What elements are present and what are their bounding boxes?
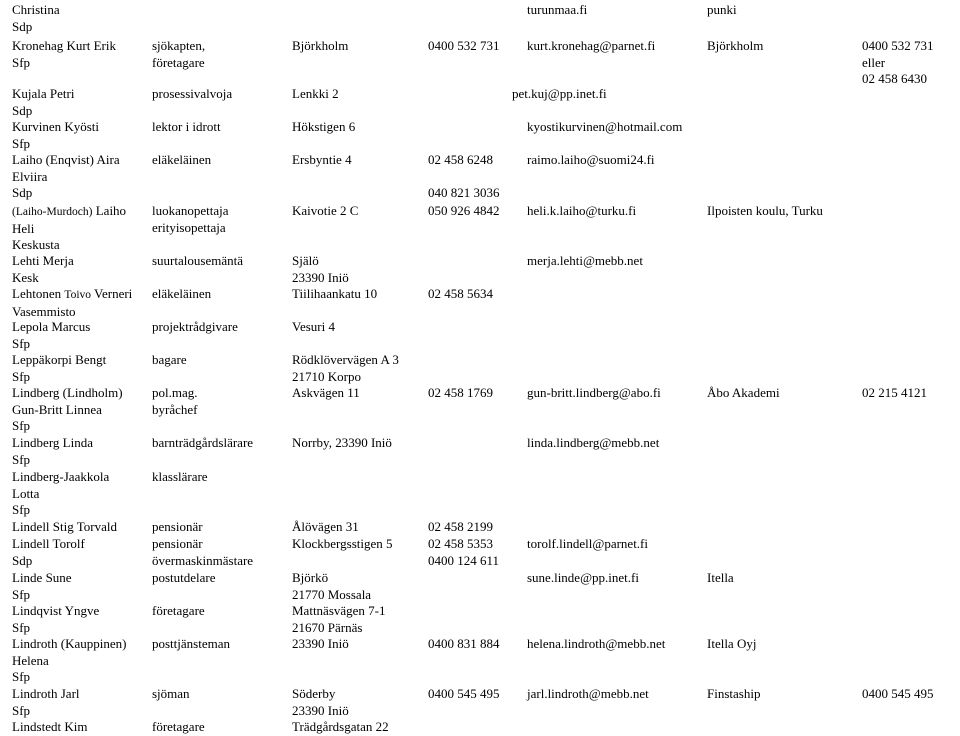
party-label: Sfp: [12, 669, 31, 684]
email-cell: heli.k.laiho@turku.fi: [527, 203, 637, 218]
address-cell: Lenkki 2: [292, 86, 339, 101]
name-rest: Laiho: [95, 203, 127, 218]
email-cell: torolf.lindell@parnet.fi: [527, 536, 648, 551]
name-prefix: (Laiho-Murdoch): [12, 206, 93, 218]
name-line: Heli: [12, 220, 35, 236]
party-label: Sfp: [12, 702, 31, 718]
occupation-cell: [152, 203, 229, 236]
occupation-line: byråchef: [152, 401, 198, 417]
address-cell: [292, 570, 371, 603]
phone-cell: 0400 831 884: [428, 636, 500, 651]
address-cell: 23390 Iniö: [292, 636, 349, 651]
name-cell: [12, 152, 120, 202]
name-cell: [12, 636, 126, 686]
name-line: Lindroth (Kauppinen): [12, 636, 127, 651]
party-label: Sfp: [12, 368, 31, 384]
email-cell: jarl.lindroth@mebb.net: [527, 686, 649, 701]
phone-line: [428, 169, 500, 186]
name-line: Kujala Petri: [12, 86, 75, 101]
name-cell: [12, 570, 72, 603]
occupation-cell: barnträdgårdslärare: [152, 435, 254, 450]
email-cell: pet.kuj@pp.inet.fi: [512, 86, 607, 101]
name-line: Lehti Merja: [12, 253, 74, 268]
name-cell: [12, 536, 85, 569]
phone-cell: 0400 545 495: [428, 686, 500, 701]
name-line: Leppäkorpi Bengt: [12, 352, 107, 367]
occupation-cell: eläkeläinen: [152, 286, 212, 301]
name-cell: [12, 86, 74, 119]
party-label: Sfp: [12, 135, 31, 151]
workphone-cell: [862, 38, 934, 88]
name-line: Lindqvist Yngve: [12, 603, 100, 618]
name-cell: [12, 435, 93, 468]
name-line: Helena: [12, 652, 49, 668]
email-cell: sune.linde@pp.inet.fi: [527, 570, 639, 585]
workphone-line: 02 458 6430: [862, 71, 927, 86]
address-cell: Björkholm: [292, 38, 349, 53]
phone-line: 02 458 6248: [428, 152, 493, 167]
occupation-cell: [152, 38, 205, 71]
name-line: Lindell Torolf: [12, 536, 85, 551]
phone-cell: 02 458 5634: [428, 286, 493, 301]
email-cell: kyostikurvinen@hotmail.com: [527, 119, 683, 134]
occupation-cell: [152, 385, 198, 418]
email-cell: raimo.laiho@suomi24.fi: [527, 152, 655, 167]
name-cell: [12, 253, 74, 286]
workplace-cell: Björkholm: [707, 38, 764, 53]
party-label: Sfp: [12, 451, 31, 467]
name-cell: [12, 686, 80, 719]
name-line: Lindell Stig Torvald: [12, 519, 118, 534]
party-label: Sfp: [12, 619, 31, 635]
email-cell: merja.lehti@mebb.net: [527, 253, 643, 268]
occupation-cell: eläkeläinen: [152, 152, 212, 167]
address-cell: [292, 352, 399, 385]
name-line: Lepola Marcus: [12, 319, 91, 334]
name-line: Lindberg Linda: [12, 435, 93, 450]
name-rest: Verneri: [94, 286, 133, 301]
name-cell: [12, 286, 132, 320]
address-cell: [292, 253, 349, 286]
phone-cell: 02 458 1769: [428, 385, 493, 400]
name-line: Lindberg-Jaakkola: [12, 469, 110, 484]
occupation-cell: postutdelare: [152, 570, 216, 585]
name-cell: [12, 38, 116, 71]
address-line: 21670 Pärnäs: [292, 619, 363, 635]
address-line: 21770 Mossala: [292, 586, 372, 602]
phone-line: 02 458 5353: [428, 536, 493, 551]
party-label: Sfp: [12, 335, 31, 351]
address-cell: Kaivotie 2 C: [292, 203, 359, 218]
email-cell: helena.lindroth@mebb.net: [527, 636, 666, 651]
occupation-line: luokanopettaja: [152, 203, 229, 218]
address-line: 23390 Iniö: [292, 702, 349, 718]
occupation-cell: prosessivalvoja: [152, 86, 233, 101]
workplace-cell: Finstaship: [707, 686, 761, 701]
party-label: Sdp: [12, 552, 33, 568]
name-cell: [12, 319, 90, 352]
name-line: [12, 286, 132, 304]
name-cell: [12, 352, 106, 385]
party-label: Keskusta: [12, 237, 60, 252]
occupation-line: företagare: [152, 54, 205, 70]
name-line: Lindberg (Lindholm): [12, 385, 123, 400]
address-cell: Norrby, 23390 Iniö: [292, 435, 392, 450]
address-cell: Askvägen 11: [292, 385, 360, 400]
occupation-cell: projektrådgivare: [152, 319, 238, 334]
address-line: 23390 Iniö: [292, 269, 349, 285]
occupation-cell: pensionär: [152, 519, 203, 534]
workphone-line: eller: [862, 54, 886, 70]
address-cell: Ersbyntie 4: [292, 152, 352, 167]
name-prefix: Lehtonen: [12, 286, 62, 301]
party-label: Sdp: [12, 102, 33, 118]
address-cell: Tiilihaankatu 10: [292, 286, 378, 301]
address-cell: Vesuri 4: [292, 319, 335, 334]
occupation-cell: lektor i idrott: [152, 119, 221, 134]
name-cell: [12, 519, 117, 536]
occupation-cell: bagare: [152, 352, 187, 367]
name-cell: [12, 719, 87, 736]
phone-line: 040 821 3036: [428, 185, 500, 200]
name-line: Laiho (Enqvist) Aira: [12, 152, 120, 167]
workplace-cell: Itella: [707, 570, 734, 585]
party-label: Vasemmisto: [12, 303, 76, 319]
workplace-cell: punki: [707, 2, 737, 17]
name-cell: [12, 603, 99, 636]
party-label: Sfp: [12, 418, 31, 433]
address-cell: Klockbergsstigen 5: [292, 536, 393, 551]
name-line: Lindroth Jarl: [12, 686, 80, 701]
name-line: [12, 203, 126, 221]
name-cell: [12, 385, 123, 435]
address-line: Själö: [292, 253, 319, 268]
address-cell: Ålövägen 31: [292, 519, 359, 534]
address-cell: [292, 686, 349, 719]
email-cell: gun-britt.lindberg@abo.fi: [527, 385, 661, 400]
occupation-cell: suurtalousemäntä: [152, 253, 243, 268]
workplace-cell: Itella Oyj: [707, 636, 757, 651]
occupation-cell: klasslärare: [152, 469, 208, 484]
party-label: Sfp: [12, 586, 31, 602]
address-line: Söderby: [292, 686, 336, 701]
name-line: Kronehag Kurt Erik: [12, 38, 116, 53]
name-line: Elviira: [12, 168, 48, 184]
occupation-line: sjökapten,: [152, 38, 206, 53]
occupation-cell: [152, 536, 253, 569]
party-label: Kesk: [12, 269, 39, 285]
name-line: Lotta: [12, 485, 40, 501]
phone-cell: [428, 536, 499, 569]
party-label: Sfp: [12, 502, 31, 517]
workphone-cell: 0400 545 495: [862, 686, 934, 701]
phone-cell: 050 926 4842: [428, 203, 500, 218]
name-mid: Toivo: [64, 289, 92, 301]
phone-cell: 02 458 2199: [428, 519, 493, 534]
name-line: Christina: [12, 2, 60, 17]
phone-line: 0400 124 611: [428, 552, 500, 568]
email-cell: kurt.kronehag@parnet.fi: [527, 38, 656, 53]
occupation-cell: posttjänsteman: [152, 636, 230, 651]
party-label: Sdp: [12, 185, 33, 200]
name-cell: [12, 203, 126, 254]
email-cell: linda.lindberg@mebb.net: [527, 435, 660, 450]
occupation-cell: sjöman: [152, 686, 190, 701]
address-cell: Hökstigen 6: [292, 119, 356, 134]
address-line: Björkö: [292, 570, 329, 585]
name-line: Kurvinen Kyösti: [12, 119, 100, 134]
workplace-cell: Åbo Akademi: [707, 385, 780, 400]
name-line: Lindstedt Kim: [12, 719, 88, 734]
address-cell: [292, 603, 386, 636]
email-cell: turunmaa.fi: [527, 2, 588, 17]
address-cell: Trädgårdsgatan 22: [292, 719, 389, 734]
address-line: Rödklövervägen A 3: [292, 352, 399, 367]
party-label: Sfp: [12, 54, 31, 70]
workphone-line: 0400 532 731: [862, 38, 934, 53]
occupation-line: övermaskinmästare: [152, 552, 254, 568]
name-cell: [12, 2, 60, 35]
name-line: Linde Sune: [12, 570, 72, 585]
occupation-line: pensionär: [152, 536, 203, 551]
party-label: Sdp: [12, 18, 33, 34]
occupation-line: pol.mag.: [152, 385, 198, 400]
address-line: 21710 Korpo: [292, 368, 361, 384]
workplace-cell: Ilpoisten koulu, Turku: [707, 203, 823, 218]
workphone-cell: 02 215 4121: [862, 385, 927, 400]
name-line: Gun-Britt Linnea: [12, 401, 102, 417]
name-cell: [12, 469, 109, 519]
name-cell: [12, 119, 99, 152]
occupation-cell: företagare: [152, 603, 205, 618]
address-line: Mattnäsvägen 7-1: [292, 603, 386, 618]
occupation-line: erityisopettaja: [152, 219, 226, 235]
phone-cell: 0400 532 731: [428, 38, 500, 53]
occupation-cell: företagare: [152, 719, 205, 734]
phone-cell: [428, 152, 500, 202]
